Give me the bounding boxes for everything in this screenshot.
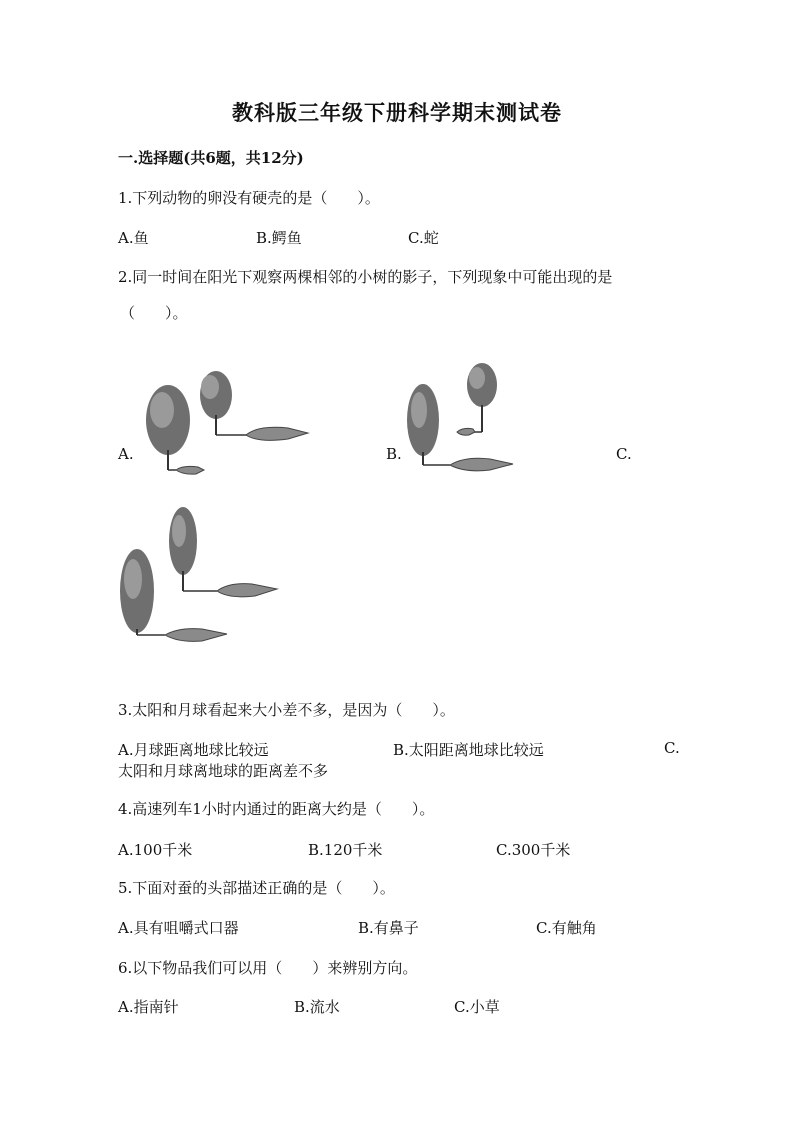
- small-tree-icon: [169, 507, 197, 591]
- question-4-stem: 4.高速列车1小时内通过的距离大约是（ ）。: [118, 800, 435, 818]
- question-3-option-c[interactable]: C.: [664, 739, 680, 757]
- question-4-option-a[interactable]: A.100千米: [118, 841, 193, 859]
- question-6-option-c[interactable]: C.小草: [454, 998, 500, 1016]
- question-2-stem: 2.同一时间在阳光下观察两棵相邻的小树的影子，下列现象中可能出现的是: [118, 268, 613, 286]
- question-4-option-b[interactable]: B.120千米: [308, 841, 383, 859]
- shadow-long-icon: [217, 584, 277, 597]
- section-heading: 一.选择题(共6题，共12分): [118, 149, 304, 167]
- question-3-option-c-text[interactable]: 太阳和月球离地球的距离差不多: [118, 762, 329, 780]
- small-tree-icon: [200, 371, 232, 435]
- question-6-option-a[interactable]: A.指南针: [118, 998, 179, 1016]
- figure-option-c: [117, 503, 282, 648]
- shadow-long-icon: [165, 629, 227, 642]
- question-1-option-a[interactable]: A.鱼: [118, 229, 149, 247]
- question-2-option-b[interactable]: B.: [386, 445, 402, 463]
- question-1-option-c[interactable]: C.蛇: [408, 229, 439, 247]
- figure-option-b: [405, 360, 520, 475]
- big-tree-icon: [120, 549, 154, 635]
- question-5-stem: 5.下面对蚕的头部描述正确的是（ ）。: [118, 879, 395, 897]
- question-3-stem: 3.太阳和月球看起来大小差不多，是因为（ ）。: [118, 701, 455, 719]
- question-6-stem: 6.以下物品我们可以用（ ）来辨别方向。: [118, 959, 418, 977]
- shadow-long-icon: [246, 427, 308, 440]
- shadow-short-icon: [176, 466, 204, 474]
- big-tree-icon: [146, 385, 190, 470]
- shadow-long-icon: [450, 458, 513, 471]
- question-2-option-a[interactable]: A.: [118, 445, 134, 463]
- question-5-option-a[interactable]: A.具有咀嚼式口器: [118, 919, 239, 937]
- question-4-option-c[interactable]: C.300千米: [496, 841, 571, 859]
- question-2-stem-cont: （ ）。: [120, 304, 188, 322]
- shadow-short-icon: [457, 428, 475, 435]
- question-6-option-b[interactable]: B.流水: [294, 998, 340, 1016]
- page-title: 教科版三年级下册科学期末测试卷: [232, 100, 562, 125]
- question-2-option-c[interactable]: C.: [616, 445, 632, 463]
- question-1-stem: 1.下列动物的卵没有硬壳的是（ ）。: [118, 189, 380, 207]
- question-3-option-a[interactable]: A.月球距离地球比较远: [118, 741, 269, 759]
- question-3-option-b[interactable]: B.太阳距离地球比较远: [393, 741, 544, 759]
- question-1-option-b[interactable]: B.鳄鱼: [256, 229, 302, 247]
- big-tree-icon: [407, 384, 439, 465]
- question-5-option-b[interactable]: B.有鼻子: [358, 919, 419, 937]
- question-5-option-c[interactable]: C.有触角: [536, 919, 597, 937]
- small-tree-icon: [467, 363, 497, 432]
- figure-option-a: [138, 365, 313, 480]
